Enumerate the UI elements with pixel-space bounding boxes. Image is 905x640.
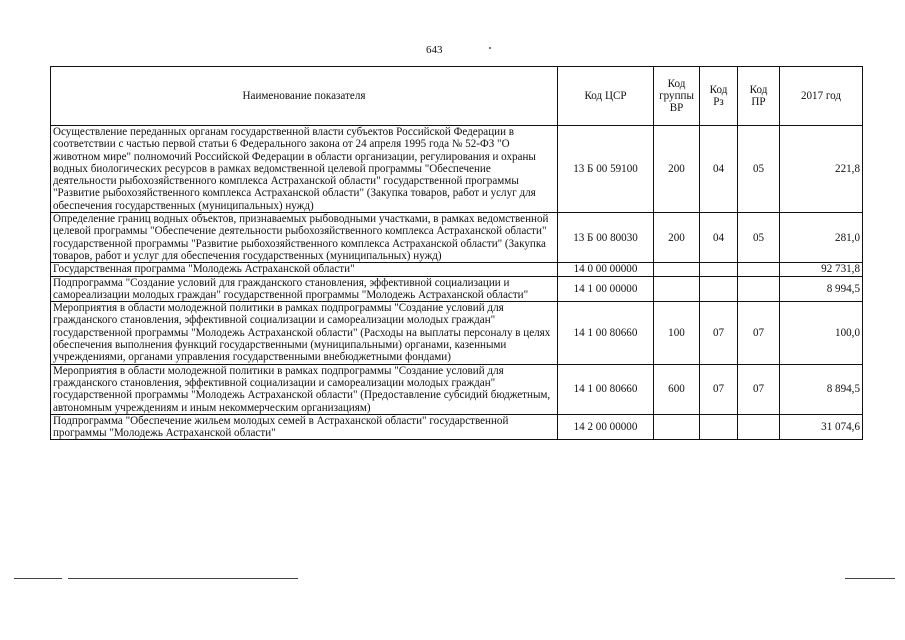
header-vr (654, 67, 700, 126)
page-number: 643 (426, 44, 443, 56)
row-rz (700, 276, 738, 302)
row-pr (738, 263, 780, 276)
budget-table (50, 66, 863, 440)
row-csr: 14 1 00 80660 (558, 364, 654, 414)
row-amount: 31 074,6 (780, 414, 863, 440)
row-amount: 281,0 (780, 213, 863, 263)
row-pr: 07 (738, 302, 780, 364)
table-row (51, 263, 863, 276)
header-rz-line2: Рз (713, 96, 724, 108)
row-vr: 100 (654, 302, 700, 364)
scan-rule-middle (68, 578, 298, 579)
table-row (51, 213, 863, 263)
table-header-row (51, 67, 863, 126)
row-pr (738, 276, 780, 302)
scan-rule-left (14, 578, 62, 579)
header-pr (738, 67, 780, 126)
row-csr: 14 1 00 80660 (558, 302, 654, 364)
row-name: Осуществление переданных органам государственной власти субъектов Российской Федерации в соответствии с частью первой статьи 6 Федерального закона от 24 апреля 1995 года № 52-ФЗ "О животном мире" полномочий Российской Федерации в области организации, регулирования и охраны водных биологических ресурсов в рамках ведомственной целевой программы "Обеспечение деятельности рыбохозяйственного комплекса Астраханской области" государственной программы "Развитие рыбохозяйственного комплекса Астраханской области" (Закупка товаров, работ и услуг для обеспечения государственных (муниципальных) нужд) (51, 126, 558, 213)
table-row (51, 364, 863, 414)
table-row (51, 302, 863, 364)
row-rz: 07 (700, 364, 738, 414)
row-csr: 13 Б 00 59100 (558, 126, 654, 213)
scan-rule-right (845, 578, 895, 579)
header-rz (700, 67, 738, 126)
row-amount: 8 994,5 (780, 276, 863, 302)
row-pr: 05 (738, 213, 780, 263)
row-csr: 14 2 00 00000 (558, 414, 654, 440)
row-pr: 05 (738, 126, 780, 213)
row-amount: 100,0 (780, 302, 863, 364)
row-amount: 8 894,5 (780, 364, 863, 414)
header-csr: Код ЦСР (558, 67, 654, 126)
row-vr: 200 (654, 213, 700, 263)
row-name: Государственная программа "Молодежь Астраханской области" (51, 263, 558, 276)
row-vr: 600 (654, 364, 700, 414)
header-name: Наименование показателя (51, 67, 558, 126)
row-name: Подпрограмма "Создание условий для гражданского становления, эффективной социализации и самореализации молодых граждан" государственной программы "Молодежь Астраханской области" (51, 276, 558, 302)
row-amount: 221,8 (780, 126, 863, 213)
row-vr (654, 276, 700, 302)
row-name: Подпрограмма "Обеспечение жильем молодых семей в Астраханской области" государственной программы "Молодежь Астраханской области" (51, 414, 558, 440)
row-pr: 07 (738, 364, 780, 414)
row-rz (700, 414, 738, 440)
header-rz-line1: Код (709, 83, 728, 96)
header-vr-line2: группы (659, 89, 694, 102)
row-csr: 14 1 00 00000 (558, 276, 654, 302)
header-pr-line1: Код (749, 83, 768, 96)
table-row (51, 276, 863, 302)
row-name: Определение границ водных объектов, признаваемых рыбоводными участками, в рамках ведомственной целевой программы "Обеспечение деятельности рыбохозяйственного комплекса Астраханской области" государственной программы "Развитие рыбохозяйственного комплекса Астраханской области" (Закупка товаров, работ и услуг для обеспечения государственных (муниципальных) нужд) (51, 213, 558, 263)
row-rz: 07 (700, 302, 738, 364)
row-name: Мероприятия в области молодежной политики в рамках подпрограммы "Создание условий для гражданского становления, эффективной социализации и самореализации молодых граждан" государственной программы "Молодежь Астраханской области" (Расходы на выплаты персоналу в целях обеспечения выполнения функций государственными (муниципальными) органами, казенными учреждениями, органами управления государственными внебюджетными фондами) (51, 302, 558, 364)
table-row (51, 126, 863, 213)
row-pr (738, 414, 780, 440)
header-vr-line3: ВР (669, 102, 684, 115)
row-amount: 92 731,8 (780, 263, 863, 276)
row-rz: 04 (700, 213, 738, 263)
row-vr (654, 263, 700, 276)
header-year: 2017 год (780, 67, 863, 126)
row-vr (654, 414, 700, 440)
header-vr-line1: Код (667, 77, 686, 90)
row-name: Мероприятия в области молодежной политики в рамках подпрограммы "Создание условий для гражданского становления, эффективной социализации и самореализации молодых граждан" государственной программы "Молодежь Астраханской области" (Предоставление субсидий бюджетным, автономным учреждениям и иным некоммерческим организациям) (51, 364, 558, 414)
row-vr: 200 (654, 126, 700, 213)
row-rz: 04 (700, 126, 738, 213)
row-csr: 14 0 00 00000 (558, 263, 654, 276)
row-rz (700, 263, 738, 276)
row-csr: 13 Б 00 80030 (558, 213, 654, 263)
table-row (51, 414, 863, 440)
scan-artifact (489, 47, 491, 49)
header-pr-line2: ПР (751, 96, 766, 108)
